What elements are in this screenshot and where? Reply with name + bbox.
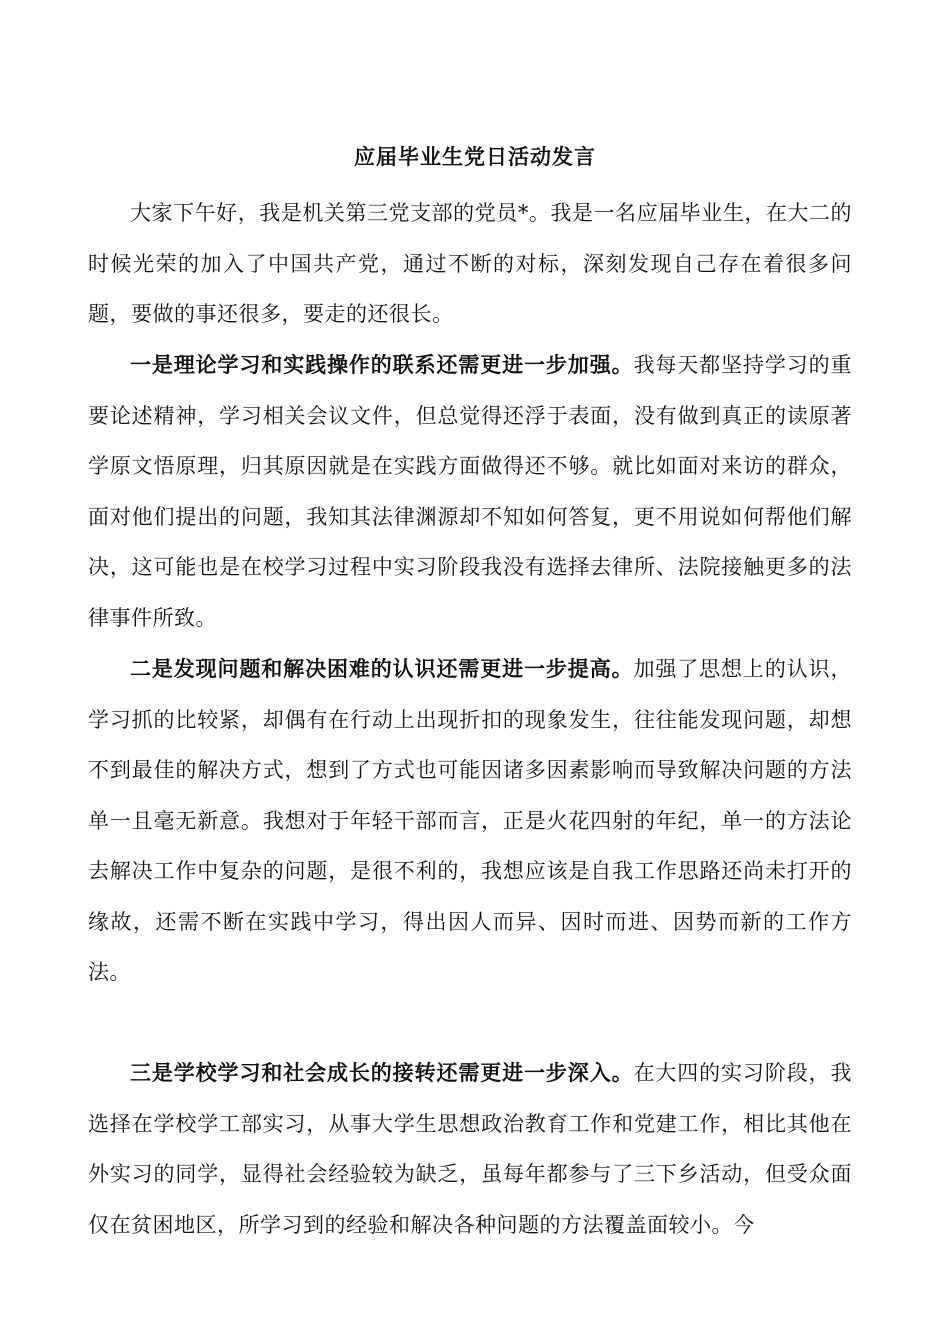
- paragraph-text: 加强了思想上的认识，学习抓的比较紧，却偶有在行动上出现折扣的现象发生，往往能发现问题，却想不到最佳的解决方式，想到了方式也可能因诸多因素影响而导致解决问题的方法单一且毫无新意。我想对于年轻干部而言，正是火花四射的年纪，单一的方法论去解决工作中复杂的问题，是很不利的，我想应该是自我工作思路还尚未打开的缘故，还需不断在实践中学习，得出因人而异、因时而进、因势而新的工作方法。: [88, 657, 852, 984]
- paragraph-lead: 三是学校学习和社会成长的接转还需更进一步深入。: [130, 1060, 634, 1085]
- paragraph-lead: 一是理论学习和实践操作的联系还需更进一步加强。: [130, 352, 634, 377]
- document-title: 应届毕业生党日活动发言: [354, 144, 596, 169]
- paragraph-lead: 二是发现问题和解决困难的认识还需更进一步提高。: [130, 656, 634, 681]
- paragraph-text: 大家下午好，我是机关第三党支部的党员*。我是一名应届毕业生，在大二的时候光荣的加入了中国共产党，通过不断的对标，深刻发现自己存在着很多问题，要做的事还很多，要走的还很长。: [88, 201, 852, 326]
- paragraph-point-two: [88, 644, 852, 998]
- paragraph-text: 在大四的实习阶段，我选择在学校学工部实习，从事大学生思想政治教育工作和党建工作，相比其他在外实习的同学，显得社会经验较为缺乏，虽每年都参与了三下乡活动，但受众面仅在贫困地区，所学习到的经验和解决各种问题的方法覆盖面较小。今: [88, 1061, 852, 1237]
- paragraph-text: 我每天都坚持学习的重要论述精神，学习相关会议文件，但总觉得还浮于表面，没有做到真正的读原著学原文悟原理，归其原因就是在实践方面做得还不够。就比如面对来访的群众，面对他们提出的问题，我知其法律渊源却不知如何答复，更不用说如何帮他们解决，这可能也是在校学习过程中实习阶段我没有选择去律所、法院接触更多的法律事件所致。: [88, 353, 852, 630]
- paragraph-point-one: [88, 340, 852, 643]
- paragraph-point-three: [88, 1048, 852, 1250]
- paragraph-intro: [88, 188, 852, 340]
